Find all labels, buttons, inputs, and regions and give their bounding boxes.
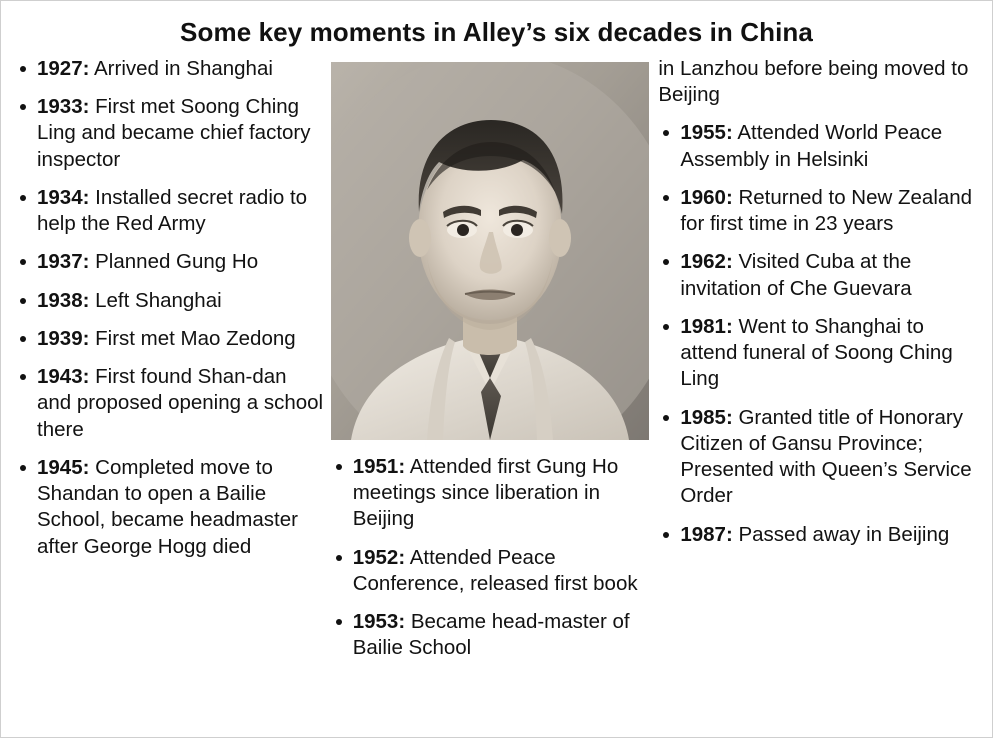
list-item <box>331 609 653 661</box>
timeline-list-middle <box>331 454 653 662</box>
continuation-text: in Lanzhou before being moved to Beijing <box>658 57 969 107</box>
item-year: 1953: <box>352 610 406 634</box>
portrait-illustration <box>331 62 649 440</box>
item-text: First found Shan-dan and proposed opening a school there <box>37 365 324 441</box>
item-text: Left Shanghai <box>89 288 222 312</box>
list-item <box>15 288 325 314</box>
list-item <box>15 249 325 275</box>
item-year: 1934: <box>37 185 90 209</box>
item-text: Became head-master of Bailie School <box>352 610 630 660</box>
item-text: First met Mao Zedong <box>89 326 296 350</box>
item-year: 1962: <box>680 250 733 274</box>
item-year: 1951: <box>352 455 406 478</box>
item-year: 1933: <box>37 95 90 119</box>
item-year: 1955: <box>680 121 733 145</box>
item-year: 1927: <box>37 57 90 80</box>
list-item <box>658 120 978 172</box>
list-item <box>658 405 978 510</box>
columns-container <box>1 56 992 728</box>
column-right <box>658 56 978 560</box>
item-text: Arrived in Shanghai <box>89 57 273 80</box>
item-text: Attended Peace Conference, released first book <box>352 545 638 595</box>
list-item <box>331 454 653 533</box>
item-text: Visited Cuba at the invitation of Che Guevara <box>680 250 912 300</box>
item-text: Granted title of Honorary Citizen of Gansu Province; Presented with Queen’s Service Order <box>680 405 972 508</box>
item-year: 1937: <box>37 250 90 274</box>
item-year: 1939: <box>37 326 90 350</box>
list-item <box>15 364 325 443</box>
list-item <box>15 56 325 82</box>
list-item <box>658 314 978 393</box>
item-year: 1981: <box>680 314 733 338</box>
column-left <box>15 56 331 572</box>
list-item <box>15 185 325 237</box>
item-year: 1985: <box>680 405 733 429</box>
item-text: Went to Shanghai to attend funeral of Soong Ching Ling <box>680 314 953 391</box>
list-item <box>658 522 978 548</box>
page-title: Some key moments in Alley’s six decades in China <box>180 17 813 47</box>
item-text: Installed secret radio to help the Red Army <box>37 185 308 236</box>
item-year: 1943: <box>37 365 90 389</box>
item-year: 1938: <box>37 288 90 312</box>
item-year: 1952: <box>352 545 406 569</box>
list-item <box>15 455 325 560</box>
list-item <box>658 185 978 237</box>
item-year: 1987: <box>680 522 733 546</box>
list-item <box>331 545 653 597</box>
timeline-list-right <box>658 120 978 547</box>
item-text: Completed move to Shandan to open a Bailie School, became headmaster after George Hogg died <box>37 455 298 558</box>
item-text: Attended first Gung Ho meetings since liberation in Beijing <box>352 455 619 531</box>
item-text: Returned to New Zealand for first time in 23 years <box>680 185 973 236</box>
list-item <box>658 249 978 301</box>
item-year: 1945: <box>37 455 90 479</box>
portrait-image <box>331 62 649 440</box>
item-text: Attended World Peace Assembly in Helsinki <box>680 121 943 171</box>
item-year: 1960: <box>680 185 733 209</box>
timeline-list-left <box>15 56 325 560</box>
list-item <box>15 94 325 173</box>
column-middle <box>331 56 659 674</box>
item-text: Planned Gung Ho <box>89 250 259 274</box>
list-item <box>15 326 325 352</box>
item-text: Passed away in Beijing <box>732 522 950 546</box>
item-text: First met Soong Ching Ling and became chief factory inspector <box>37 95 311 171</box>
